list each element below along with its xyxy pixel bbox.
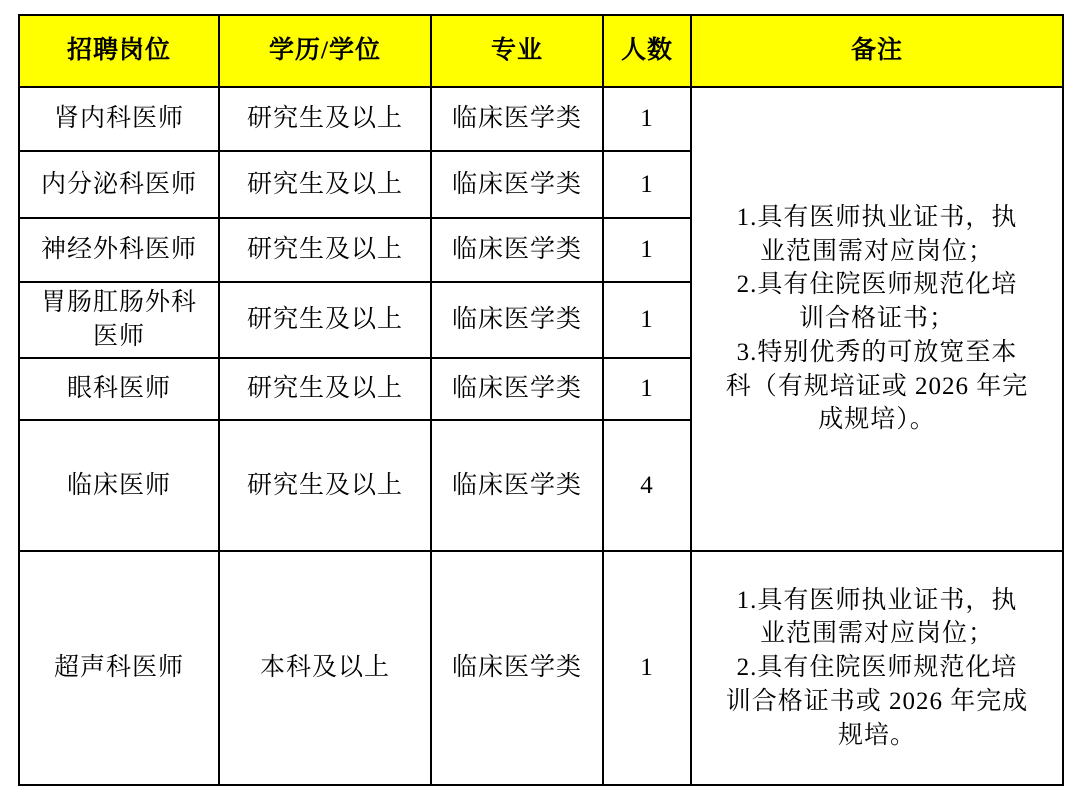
cell-major: 临床医学类 <box>431 282 603 358</box>
cell-post: 临床医师 <box>19 420 219 551</box>
remark-line: 1.具有医师执业证书，执 <box>736 203 1018 231</box>
cell-post: 肾内科医师 <box>19 87 219 151</box>
cell-count: 1 <box>603 551 691 785</box>
cell-post: 胃肠肛肠外科 医师 <box>19 282 219 358</box>
remark-line: 2.具有住院医师规范化培 <box>736 654 1018 681</box>
column-header-education: 学历/学位 <box>219 15 431 87</box>
cell-education: 研究生及以上 <box>219 420 431 551</box>
remark-line: 业范围需对应岗位； <box>759 620 994 648</box>
remark-line: 1.具有医师执业证书，执 <box>736 586 1018 614</box>
column-header-post: 招聘岗位 <box>19 15 219 87</box>
cell-post: 内分泌科医师 <box>19 151 219 217</box>
cell-major: 临床医学类 <box>431 218 603 282</box>
cell-education: 研究生及以上 <box>219 151 431 217</box>
cell-remark-group-1 <box>691 87 1063 551</box>
remark-line: 训合格证书； <box>798 305 955 332</box>
cell-post: 超声科医师 <box>19 551 219 785</box>
column-header-major: 专业 <box>431 15 603 87</box>
remark-line: 2.具有住院医师规范化培 <box>736 271 1018 299</box>
cell-major: 临床医学类 <box>431 358 603 420</box>
remark-line: 训合格证书或 2026 年完成 <box>725 687 1029 715</box>
cell-major: 临床医学类 <box>431 551 603 785</box>
remark-line: 业范围需对应岗位； <box>759 237 994 265</box>
cell-major: 临床医学类 <box>431 420 603 551</box>
cell-education: 研究生及以上 <box>219 282 431 358</box>
table-header <box>19 15 1063 87</box>
cell-count: 1 <box>603 282 691 358</box>
cell-major: 临床医学类 <box>431 87 603 151</box>
cell-major: 临床医学类 <box>431 151 603 217</box>
remark-line: 成规培）。 <box>818 406 936 434</box>
cell-post: 神经外科医师 <box>19 218 219 282</box>
cell-education: 本科及以上 <box>219 551 431 785</box>
cell-count: 1 <box>603 358 691 420</box>
column-header-remark: 备注 <box>691 15 1063 87</box>
table-row <box>19 87 1063 151</box>
cell-education: 研究生及以上 <box>219 358 431 420</box>
cell-education: 研究生及以上 <box>219 87 431 151</box>
table-header-row <box>19 15 1063 87</box>
remark-line: 规培。 <box>837 721 916 749</box>
cell-post: 眼科医师 <box>19 358 219 420</box>
table-row <box>19 551 1063 785</box>
remark-line: 3.特别优秀的可放宽至本 <box>736 338 1018 366</box>
table-body <box>19 87 1063 785</box>
cell-count: 1 <box>603 87 691 151</box>
cell-count: 4 <box>603 420 691 551</box>
cell-count: 1 <box>603 151 691 217</box>
recruitment-table <box>18 14 1064 786</box>
cell-count: 1 <box>603 218 691 282</box>
remark-line: 科（有规培证或 2026 年完 <box>725 372 1029 400</box>
cell-education: 研究生及以上 <box>219 218 431 282</box>
column-header-count: 人数 <box>603 15 691 87</box>
cell-remark-group-2 <box>691 551 1063 785</box>
